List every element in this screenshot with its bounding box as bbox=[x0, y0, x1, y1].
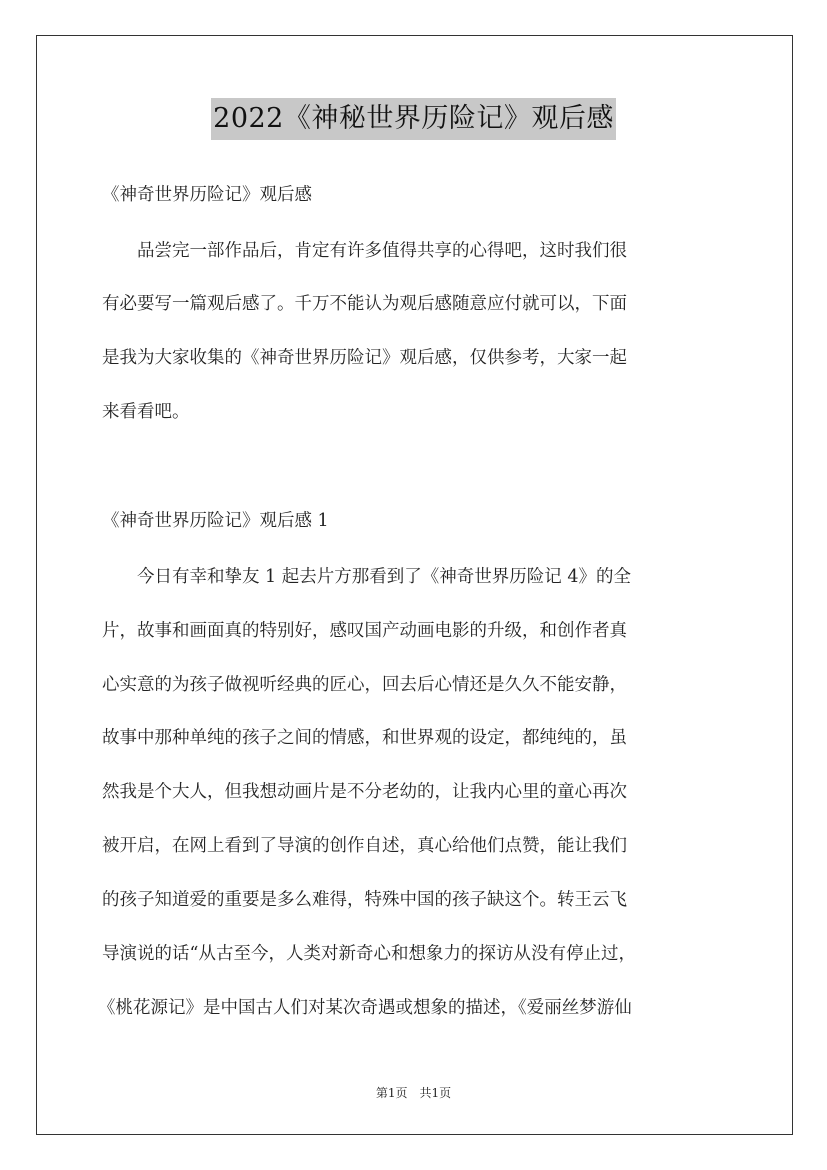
section-heading-intro: 《神奇世界历险记》观后感 bbox=[102, 185, 312, 205]
body-line: 《桃花源记》是中国古人们对某次奇遇或想象的描述，《爱丽丝梦游仙 bbox=[98, 998, 632, 1018]
intro-line: 是我为大家收集的《神奇世界历险记》观后感，仅供参考，大家一起 bbox=[102, 348, 627, 368]
intro-line: 有必要写一篇观后感了。千万不能认为观后感随意应付就可以，下面 bbox=[102, 294, 627, 314]
body-line: 心实意的为孩子做视听经典的匠心，回去后心情还是久久不能安静， bbox=[102, 675, 627, 695]
intro-line: 品尝完一部作品后，肯定有许多值得共享的心得吧，这时我们很 bbox=[102, 241, 627, 261]
body-line: 的孩子知道爱的重要是多么难得，特殊中国的孩子缺这个。转王云飞 bbox=[102, 890, 627, 910]
body-line: 故事中那种单纯的孩子之间的情感，和世界观的设定，都纯纯的，虽 bbox=[102, 728, 627, 748]
body-line: 片，故事和画面真的特别好，感叹国产动画电影的升级，和创作者真 bbox=[102, 621, 627, 641]
body-line: 今日有幸和挚友 1 起去片方那看到了《神奇世界历险记 4》的全 bbox=[102, 567, 631, 587]
document-title: 2022《神秘世界历险记》观后感 bbox=[211, 98, 616, 140]
page-footer: 第1页 共1页 bbox=[375, 1086, 452, 1100]
body-line: 导演说的话“从古至今，人类对新奇心和想象力的探访从没有停止过， bbox=[102, 944, 636, 964]
body-line: 被开启，在网上看到了导演的创作自述，真心给他们点赞，能让我们 bbox=[102, 836, 627, 856]
intro-line: 来看看吧。 bbox=[102, 402, 190, 422]
title-container bbox=[0, 98, 827, 140]
section-heading-1: 《神奇世界历险记》观后感 1 bbox=[102, 511, 329, 531]
body-line: 然我是个大人，但我想动画片是不分老幼的，让我内心里的童心再次 bbox=[102, 782, 627, 802]
